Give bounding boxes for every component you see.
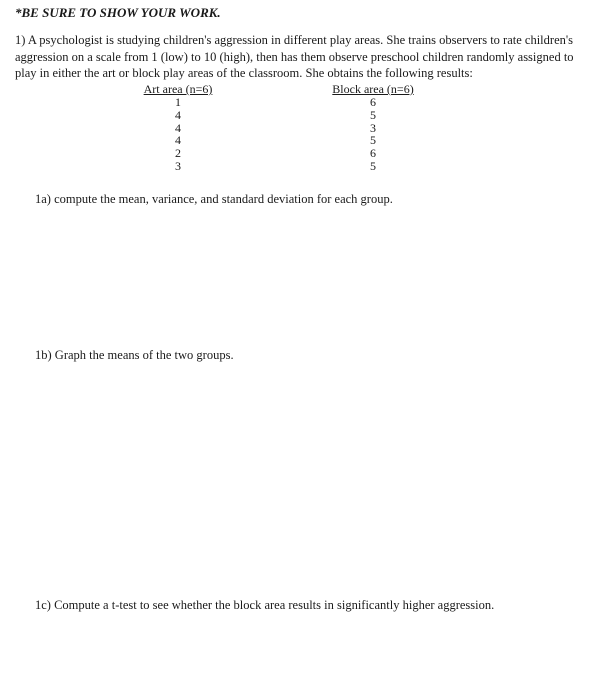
art-area-header: Art area (n=6) [143, 82, 213, 96]
block-area-column [325, 82, 421, 173]
question-1c: 1c) Compute a t-test to see whether the block area results in significantly higher aggression. [35, 598, 495, 612]
art-area-value: 4 [175, 120, 181, 135]
art-area-value: 1 [175, 95, 181, 109]
block-area-value: 6 [370, 146, 376, 161]
art-area-value: 4 [175, 133, 181, 148]
art-area-value: 4 [175, 107, 181, 122]
question-1a: 1a) compute the mean, variance, and standard deviation for each group. [35, 192, 393, 206]
art-area-value: 3 [175, 158, 181, 173]
block-area-value: 5 [370, 133, 376, 148]
art-area-column [130, 82, 226, 173]
instruction-heading: *BE SURE TO SHOW YOUR WORK. [15, 5, 221, 20]
block-area-value: 5 [370, 158, 376, 173]
block-area-header: Block area (n=6) [332, 82, 414, 96]
block-area-value: 6 [370, 95, 376, 109]
question-1b: 1b) Graph the means of the two groups. [35, 348, 234, 362]
art-area-value: 2 [175, 146, 181, 161]
problem-statement: 1) A psychologist is studying children's aggression in different play areas. She trains observers to rate children's aggression on a scale from 1 (low) to 10 (high), then has them observe preschool children randomly assigned to play in either the art or block play areas of the classroom. She obtains the following results: [15, 33, 574, 80]
block-area-value: 5 [370, 107, 376, 122]
block-area-value: 3 [370, 120, 376, 135]
